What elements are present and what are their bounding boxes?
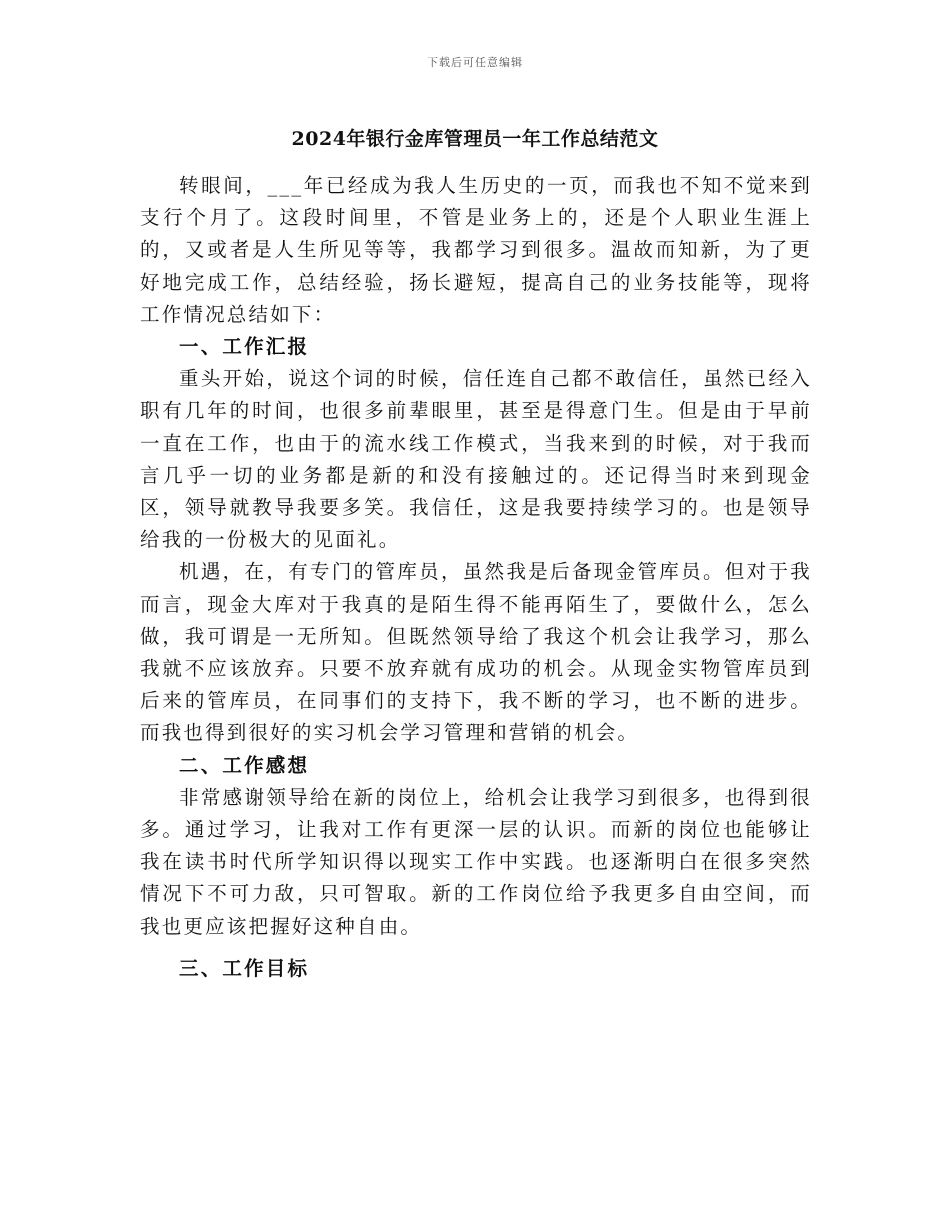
document-title: 2024年银行金库管理员一年工作总结范文 — [291, 128, 659, 150]
header-note: 下载后可任意编辑 — [427, 56, 523, 69]
section-heading-work-goals: 三、工作目标 — [179, 956, 310, 980]
paragraph-work-thoughts-1: 非常感谢领导给在新的岗位上，给机会让我学习到很多，也得到很多。通过学习，让我对工作有更深一层的认识。而新的岗位也能够让我在读书时代所学知识得以现实工作中实践。也逐渐明白在很多突然情况下不可力敌，只可智取。新的工作岗位给予我更多自由空间，而我也更应该把握好这种自由。 — [140, 785, 812, 938]
section-heading-work-report: 一、工作汇报 — [179, 335, 310, 359]
paragraph-work-report-2: 机遇，在，有专门的管库员，虽然我是后备现金管库员。但对于我而言，现金大库对于我真的是陌生得不能再陌生了，要做什么，怎么做，我可谓是一无所知。但既然领导给了我这个机会让我学习，那么我就不应该放弃。只要不放弃就有成功的机会。从现金实物管库员到后来的管库员，在同事们的支持下，我不断的学习，也不断的进步。而我也得到很好的实习机会学习管理和营销的机会。 — [140, 560, 812, 745]
section-heading-work-thoughts: 二、工作感想 — [179, 753, 310, 777]
document-body — [140, 170, 812, 985]
paragraph-work-report-1: 重头开始，说这个词的时候，信任连自己都不敢信任，虽然已经入职有几年的时间，也很多前辈眼里，甚至是得意门生。但是由于早前一直在工作，也由于的流水线工作模式，当我来到的时候，对于我而言几乎一切的业务都是新的和没有接触过的。还记得当时来到现金区，领导就教导我要多笑。我信任，这是我要持续学习的。也是领导给我的一份极大的见面礼。 — [140, 367, 812, 552]
intro-paragraph: 转眼间，___年已经成为我人生历史的一页，而我也不知不觉来到支行个月了。这段时间里，不管是业务上的，还是个人职业生涯上的，又或者是人生所见等等，我都学习到很多。温故而知新，为了更好地完成工作，总结经验，扬长避短，提高自己的业务技能等，现将工作情况总结如下： — [140, 174, 812, 326]
